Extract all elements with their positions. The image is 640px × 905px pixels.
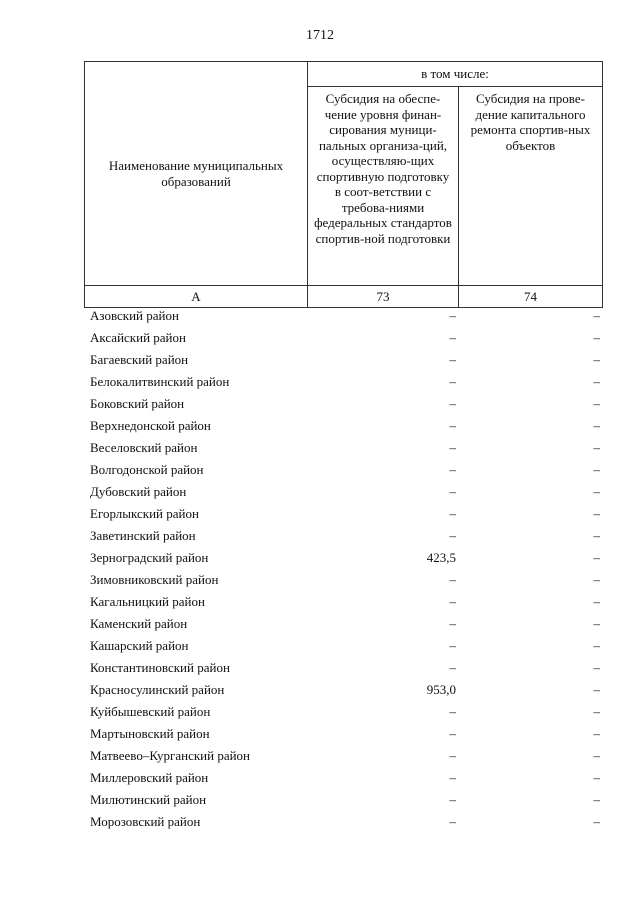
row-value-74: – <box>593 726 600 741</box>
column-73-header: Субсидия на обеспе-чение уровня финан-сирования муници-пальных организа-ций, осуществляю-щих спортивную подготовку в соот-ветствии с требова-ниями федеральных стандартов спортив-ной подготовки <box>308 87 459 286</box>
row-value-73: 953,0 <box>426 682 456 697</box>
index-73-cell: 73 <box>308 286 459 308</box>
row-name: Матвеево–Курганский район <box>90 748 251 763</box>
table-row <box>84 393 602 415</box>
row-value-73: – <box>449 506 456 521</box>
row-value-73: – <box>449 330 456 345</box>
table-row <box>84 437 602 459</box>
table-row <box>84 415 602 437</box>
row-value-73: – <box>449 462 456 477</box>
row-value-73: – <box>449 352 456 367</box>
table-row <box>84 481 602 503</box>
row-value-74: – <box>593 374 600 389</box>
row-value-74: – <box>593 748 600 763</box>
row-value-74: – <box>593 330 600 345</box>
row-value-74: – <box>593 792 600 807</box>
row-value-73: – <box>449 726 456 741</box>
row-value-74: – <box>593 814 600 829</box>
row-value-74: – <box>593 594 600 609</box>
row-name: Кашарский район <box>90 638 189 653</box>
row-value-74: – <box>593 506 600 521</box>
row-value-73: – <box>449 308 456 323</box>
table-row <box>84 613 602 635</box>
row-value-74: – <box>593 770 600 785</box>
table-row <box>84 745 602 767</box>
row-value-73: – <box>449 638 456 653</box>
table-row <box>84 701 602 723</box>
row-name: Боковский район <box>90 396 185 411</box>
row-value-73: – <box>449 660 456 675</box>
table-row <box>84 327 602 349</box>
row-value-73: – <box>449 484 456 499</box>
row-value-73: – <box>449 616 456 631</box>
including-header: в том числе: <box>308 62 603 87</box>
row-name: Верхнедонской район <box>90 418 211 433</box>
table-row <box>84 657 602 679</box>
row-value-73: – <box>449 528 456 543</box>
table-row <box>84 547 602 569</box>
row-name: Заветинский район <box>90 528 196 543</box>
row-name: Кагальницкий район <box>90 594 205 609</box>
row-value-73: – <box>449 418 456 433</box>
table-row <box>84 679 602 701</box>
row-value-74: – <box>593 704 600 719</box>
row-value-74: – <box>593 484 600 499</box>
row-value-73: – <box>449 704 456 719</box>
row-name: Азовский район <box>90 308 179 323</box>
row-name: Веселовский район <box>90 440 198 455</box>
table-row <box>84 591 602 613</box>
index-name-cell: А <box>85 286 308 308</box>
row-name: Белокалитвинский район <box>90 374 230 389</box>
row-value-74: – <box>593 528 600 543</box>
row-value-74: – <box>593 418 600 433</box>
row-name: Куйбышевский район <box>90 704 211 719</box>
row-value-73: – <box>449 396 456 411</box>
table-body <box>84 305 602 833</box>
table-row <box>84 305 602 327</box>
row-name: Красносулинский район <box>90 682 225 697</box>
column-74-header: Субсидия на прове-дение капитального ремонта спортив-ных объектов <box>459 87 603 286</box>
row-value-73: – <box>449 572 456 587</box>
row-value-74: – <box>593 396 600 411</box>
row-name: Багаевский район <box>90 352 189 367</box>
table-row <box>84 459 602 481</box>
row-name: Дубовский район <box>90 484 187 499</box>
table-row <box>84 723 602 745</box>
row-value-74: – <box>593 550 600 565</box>
table-row <box>84 789 602 811</box>
row-value-73: – <box>449 770 456 785</box>
row-value-73: – <box>449 440 456 455</box>
row-name: Аксайский район <box>90 330 186 345</box>
row-value-74: – <box>593 682 600 697</box>
row-value-73: – <box>449 748 456 763</box>
index-74-cell: 74 <box>459 286 603 308</box>
table-row <box>84 767 602 789</box>
row-value-74: – <box>593 440 600 455</box>
row-name: Константиновский район <box>90 660 230 675</box>
row-name: Мартыновский район <box>90 726 210 741</box>
table-row <box>84 503 602 525</box>
row-value-73: – <box>449 594 456 609</box>
row-value-74: – <box>593 660 600 675</box>
table-row <box>84 371 602 393</box>
table-row <box>84 811 602 833</box>
table-row <box>84 569 602 591</box>
row-name: Волгодонской район <box>90 462 204 477</box>
name-column-header: Наименование муниципальных образований <box>85 62 308 286</box>
row-name: Миллеровский район <box>90 770 209 785</box>
row-name: Зерноградский район <box>90 550 209 565</box>
row-name: Егорлыкский район <box>90 506 199 521</box>
row-name: Милютинский район <box>90 792 207 807</box>
row-value-74: – <box>593 616 600 631</box>
row-value-74: – <box>593 308 600 323</box>
table-row <box>84 525 602 547</box>
row-name: Каменский район <box>90 616 188 631</box>
table-header <box>84 61 603 308</box>
row-value-74: – <box>593 352 600 367</box>
table-row <box>84 349 602 371</box>
page-number: 1712 <box>306 28 334 43</box>
table-row <box>84 635 602 657</box>
row-value-73: – <box>449 374 456 389</box>
row-name: Зимовниковский район <box>90 572 219 587</box>
row-value-74: – <box>593 638 600 653</box>
row-value-74: – <box>593 572 600 587</box>
row-value-73: 423,5 <box>426 550 456 565</box>
row-value-73: – <box>449 792 456 807</box>
row-name: Морозовский район <box>90 814 201 829</box>
row-value-74: – <box>593 462 600 477</box>
row-value-73: – <box>449 814 456 829</box>
